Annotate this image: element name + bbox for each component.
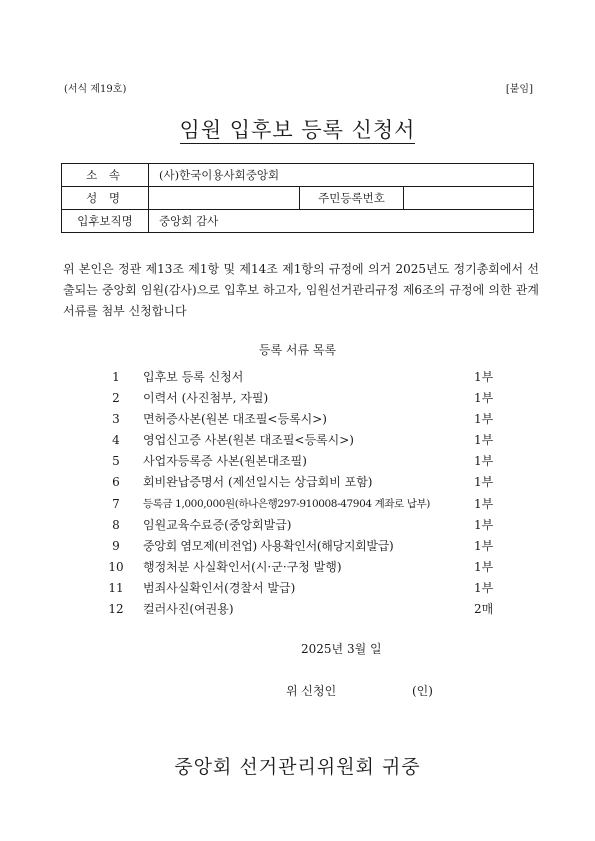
item-number: 4 — [112, 433, 120, 448]
item-quantity: 1부 — [474, 391, 494, 406]
list-item — [105, 451, 505, 472]
item-number: 5 — [112, 454, 120, 469]
item-quantity: 1부 — [474, 559, 494, 574]
list-item — [105, 599, 505, 620]
item-text: 회비완납증명서 (제선일시는 상급회비 포함) — [143, 475, 373, 490]
item-number: 6 — [112, 475, 120, 490]
item-quantity: 1부 — [474, 412, 494, 427]
list-item — [105, 388, 505, 409]
affiliation-label: 소 속 — [62, 164, 149, 187]
intro-paragraph: 위 본인은 정관 제13조 제1항 및 제14조 제1항의 규정에 의거 2025년도 정기총회에서 선출되는 중앙회 임원(감사)으로 입후보 하고자, 임원선거관리규정 제6조의 규정에 의한 관계서류를 첨부 신청합니다 — [63, 262, 539, 318]
item-number: 9 — [112, 538, 120, 553]
applicant-label: 위 신청인 — [286, 684, 337, 698]
item-text: 등록금 1,000,000원(하나은행297-910008-47904 계좌로 납부) — [143, 497, 430, 510]
position-label: 입후보직명 — [62, 210, 149, 233]
list-item — [105, 515, 505, 536]
affiliation-value: (사)한국이용사회중앙회 — [149, 164, 534, 187]
item-number: 2 — [112, 391, 120, 406]
item-text: 범죄사실확인서(경찰서 발급) — [143, 580, 296, 595]
item-text: 임원교육수료증(중앙회발급) — [143, 517, 292, 532]
item-text: 중앙회 염모제(비전업) 사용확인서(해당지회발급) — [143, 538, 394, 553]
item-number: 8 — [112, 517, 120, 532]
name-label: 성 명 — [62, 187, 149, 210]
item-text: 입후보 등록 신청서 — [143, 370, 244, 384]
list-item — [105, 557, 505, 578]
item-quantity: 1부 — [474, 370, 494, 384]
list-item — [105, 472, 505, 493]
resident-number-label: 주민등록번호 — [300, 187, 404, 210]
item-number: 3 — [112, 412, 120, 427]
item-number: 12 — [108, 602, 124, 617]
item-quantity: 1부 — [474, 538, 494, 553]
item-quantity: 1부 — [474, 496, 494, 511]
name-value[interactable] — [149, 187, 300, 210]
list-item — [105, 578, 505, 599]
name-row — [62, 187, 534, 210]
application-date: 2025년 3월 일 — [301, 642, 382, 656]
item-number: 7 — [112, 496, 120, 511]
seal-mark: (인) — [412, 684, 433, 698]
item-text: 면허증사본(원본 대조필<등록시>) — [143, 412, 327, 427]
item-number: 1 — [112, 370, 120, 384]
list-item — [105, 430, 505, 451]
list-item — [105, 409, 505, 430]
document-title-text: 임원 입후보 등록 신청서 — [179, 118, 416, 142]
recipient-footer: 중앙회 선거관리위원회 귀중 — [174, 756, 421, 778]
list-item — [105, 494, 505, 515]
attachment-label: [붙임] — [505, 84, 533, 95]
item-number: 11 — [108, 580, 124, 595]
item-quantity: 1부 — [474, 517, 494, 532]
item-text: 컬러사진(여권용) — [143, 602, 234, 617]
document-list — [105, 367, 505, 620]
applicant-info-table — [61, 163, 534, 233]
list-item — [105, 536, 505, 557]
item-text: 행정처분 사실확인서(시·군·구청 발행) — [143, 559, 342, 574]
item-text: 이력서 (사진첨부, 자필) — [143, 391, 269, 406]
item-quantity: 1부 — [474, 433, 494, 448]
form-number: (서식 제19호) — [64, 84, 127, 95]
document-title — [0, 114, 595, 144]
item-text: 영업신고증 사본(원본 대조필<등록시>) — [143, 433, 354, 448]
item-quantity: 1부 — [474, 475, 494, 490]
resident-number-value[interactable] — [404, 187, 534, 210]
item-quantity: 1부 — [474, 454, 494, 469]
item-quantity: 1부 — [474, 580, 494, 595]
item-text: 사업자등록증 사본(원본대조필) — [143, 454, 307, 469]
item-number: 10 — [108, 559, 124, 574]
position-row — [62, 210, 534, 233]
document-list-title: 등록 서류 목록 — [258, 343, 337, 357]
position-value: 중앙회 감사 — [149, 210, 534, 233]
item-quantity: 2매 — [474, 602, 494, 617]
affiliation-row — [62, 164, 534, 187]
list-item — [105, 367, 505, 388]
